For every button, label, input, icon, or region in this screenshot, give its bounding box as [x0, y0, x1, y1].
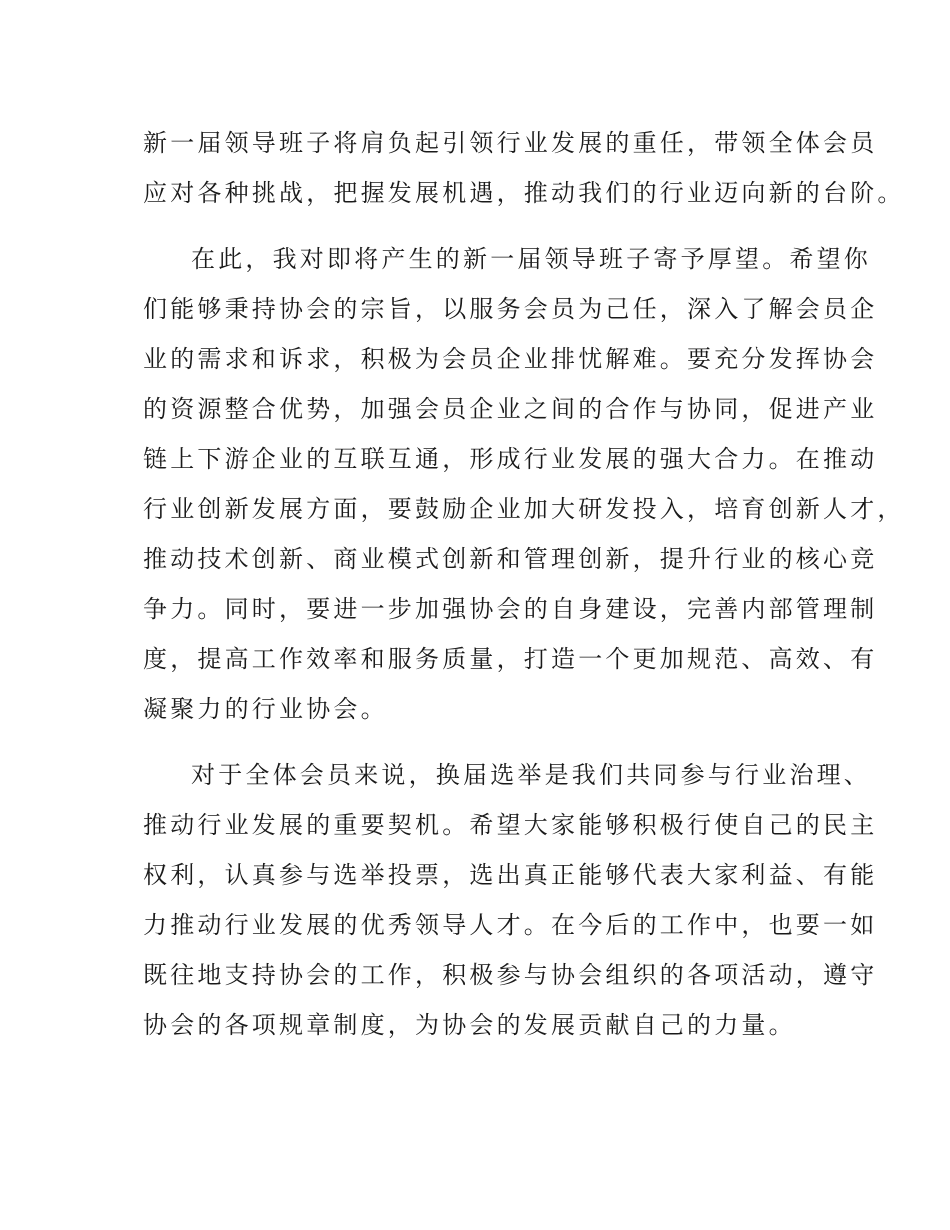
paragraph-2-line-2: 们能够秉持协会的宗旨，以服务会员为己任，深入了解会员企	[143, 295, 878, 323]
paragraph-2-line-4: 的资源整合优势，加强会员企业之间的合作与协同，促进产业	[143, 395, 878, 423]
paragraph-1-line-1: 新一届领导班子将肩负起引领行业发展的重任，带领全体会员	[143, 129, 878, 157]
paragraph-2-line-9: 度，提高工作效率和服务质量，打造一个更加规范、高效、有	[143, 645, 878, 673]
paragraph-2-line-7: 推动技术创新、商业模式创新和管理创新，提升行业的核心竞	[143, 545, 878, 573]
paragraph-2-line-3: 业的需求和诉求，积极为会员企业排忧解难。要充分发挥协会	[143, 345, 878, 373]
paragraph-3-line-1: 对于全体会员来说，换届选举是我们共同参与行业治理、	[191, 761, 871, 789]
paragraph-3-line-2: 推动行业发展的重要契机。希望大家能够积极行使自己的民主	[143, 811, 878, 839]
paragraph-2-line-10: 凝聚力的行业协会。	[143, 695, 388, 723]
paragraph-2-line-5: 链上下游企业的互联互通，形成行业发展的强大合力。在推动	[143, 445, 878, 473]
paragraph-3-line-4: 力推动行业发展的优秀领导人才。在今后的工作中，也要一如	[143, 911, 878, 939]
paragraph-2-line-6: 行业创新发展方面，要鼓励企业加大研发投入，培育创新人才，	[143, 495, 905, 523]
paragraph-2-line-8: 争力。同时，要进一步加强协会的自身建设，完善内部管理制	[143, 595, 878, 623]
paragraph-2-line-1: 在此，我对即将产生的新一届领导班子寄予厚望。希望你	[191, 245, 871, 273]
paragraph-3-line-6: 协会的各项规章制度，为协会的发展贡献自己的力量。	[143, 1011, 796, 1039]
paragraph-1-line-2: 应对各种挑战，把握发展机遇，推动我们的行业迈向新的台阶。	[143, 179, 905, 207]
paragraph-3-line-5: 既往地支持协会的工作，积极参与协会组织的各项活动，遵守	[143, 961, 878, 989]
paragraph-3-line-3: 权利，认真参与选举投票，选出真正能够代表大家利益、有能	[143, 861, 878, 889]
